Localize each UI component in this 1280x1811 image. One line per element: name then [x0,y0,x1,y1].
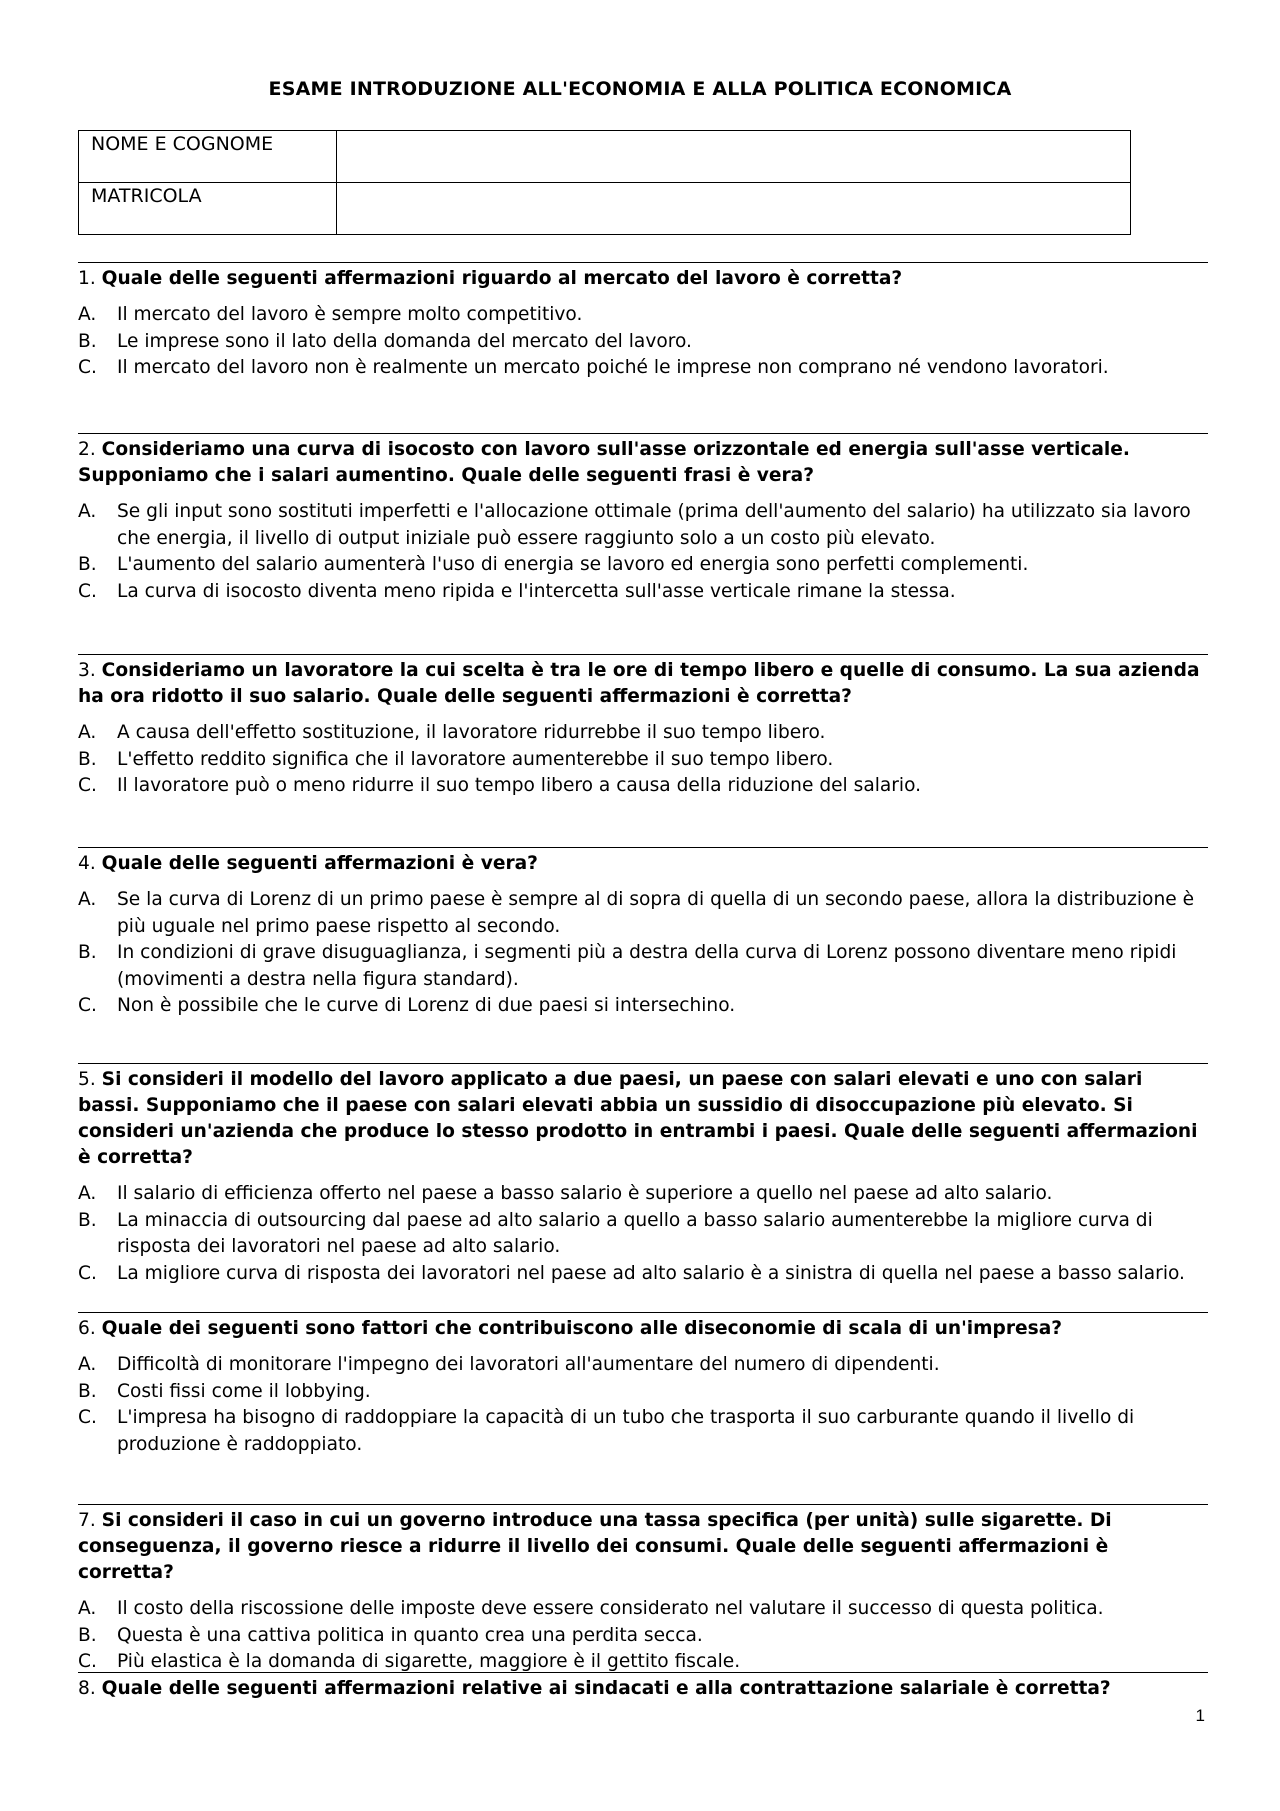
option-b [78,552,1208,579]
question-text [78,1505,1208,1586]
question-1 [78,262,1208,382]
option-letter: B. [78,1624,97,1646]
question-number: 7. [78,1510,96,1531]
question-prompt: Quale delle seguenti affermazioni riguardo al mercato del lavoro è corretta? [101,268,903,289]
question-prompt: Quale dei seguenti sono fattori che contribuiscono alle diseconomie di scala di un'impresa? [101,1318,1063,1339]
option-text: Se gli input sono sostituti imperfetti e l'allocazione ottimale (prima dell'aumento del salario) ha utilizzato sia lavoro che energia, il livello di output iniziale può essere raggiunto solo a un costo più elevato. [117,501,1191,549]
option-letter: A. [78,304,97,325]
question-4 [78,847,1208,1020]
option-b [78,747,1208,774]
option-list [78,302,1208,382]
question-8 [78,1672,1208,1712]
page-number: 1 [1195,1706,1205,1725]
question-prompt: Quale delle seguenti affermazioni relative ai sindacati e alla contrattazione salariale è corretta? [101,1678,1111,1699]
option-letter: C. [78,580,97,602]
question-text [78,655,1208,710]
name-label: NOME E COGNOME [79,131,337,183]
option-text: Il salario di efficienza offerto nel paese a basso salario è superiore a quello nel paese ad alto salario. [117,1183,1053,1204]
name-field[interactable] [337,131,1131,183]
question-6 [78,1312,1208,1458]
id-row [79,183,1131,235]
option-a [78,499,1208,552]
option-letter: A. [78,1354,97,1375]
question-number: 2. [78,439,96,460]
option-b [78,1208,1208,1261]
question-number: 5. [78,1069,96,1090]
option-text: Il costo della riscossione delle imposte deve essere considerato nel valutare il successo di questa politica. [117,1598,1104,1619]
question-text [78,848,1208,877]
option-text: Il mercato del lavoro è sempre molto competitivo. [117,304,583,325]
option-letter: A. [78,501,97,522]
option-text: La curva di isocosto diventa meno ripida e l'intercetta sull'asse verticale rimane la stessa. [117,580,956,602]
option-letter: B. [78,748,97,770]
question-prompt: Consideriamo un lavoratore la cui scelta è tra le ore di tempo libero e quelle di consumo. La sua azienda ha ora ridotto il suo salario. Quale delle seguenti affermazioni è corretta? [78,660,1200,707]
option-letter: A. [78,1183,97,1204]
option-c [78,773,1208,800]
option-c [78,355,1208,382]
question-prompt: Si consideri il modello del lavoro applicato a due paesi, un paese con salari elevati e uno con salari bassi. Supponiamo che il paese con salari elevati abbia un sussidio di disoccupazione più elevato. Si consideri un'azienda che produce lo stesso prodotto in entrambi i paesi. Quale delle seguenti affermazioni è corretta? [78,1069,1198,1168]
option-letter: B. [78,330,97,352]
option-list [78,499,1208,605]
option-letter: B. [78,1380,97,1402]
question-number: 8. [78,1678,96,1699]
option-letter: A. [78,1598,97,1619]
option-a [78,302,1208,329]
option-letter: C. [78,1651,97,1672]
option-text: L'effetto reddito significa che il lavoratore aumenterebbe il suo tempo libero. [117,748,834,770]
question-7 [78,1504,1208,1676]
option-c [78,993,1208,1020]
question-number: 6. [78,1318,96,1339]
option-text: Questa è una cattiva politica in quanto crea una perdita secca. [117,1624,703,1646]
option-text: Le imprese sono il lato della domanda del mercato del lavoro. [117,330,692,352]
question-3 [78,654,1208,800]
option-a [78,1596,1208,1623]
option-list [78,720,1208,800]
option-c [78,1405,1208,1458]
option-text: Difficoltà di monitorare l'impegno dei lavoratori all'aumentare del numero di dipendenti. [117,1354,940,1375]
option-text: Più elastica è la domanda di sigarette, maggiore è il gettito fiscale. [117,1651,741,1672]
question-2 [78,433,1208,605]
option-list [78,887,1208,1020]
option-list [78,1596,1208,1676]
option-text: Se la curva di Lorenz di un primo paese è sempre al di sopra di quella di un secondo paese, allora la distribuzione è più uguale nel primo paese rispetto al secondo. [117,889,1195,937]
option-text: Non è possibile che le curve di Lorenz di due paesi si intersechino. [117,995,736,1016]
option-letter: B. [78,554,97,575]
option-letter: C. [78,1262,97,1284]
option-letter: A. [78,722,97,743]
option-a [78,1181,1208,1208]
question-number: 4. [78,853,96,874]
option-b [78,1379,1208,1406]
option-letter: C. [78,357,97,378]
question-number: 1. [78,268,96,289]
question-prompt: Consideriamo una curva di isocosto con lavoro sull'asse orizzontale ed energia sull'asse verticale. Supponiamo che i salari aumentino. Quale delle seguenti frasi è vera? [78,439,1130,486]
page-title: ESAME INTRODUZIONE ALL'ECONOMIA E ALLA POLITICA ECONOMICA [268,78,1012,100]
option-list [78,1181,1208,1287]
option-list [78,1352,1208,1458]
option-letter: B. [78,942,97,963]
name-row [79,131,1131,183]
question-text [78,1064,1208,1171]
question-prompt: Si consideri il caso in cui un governo introduce una tassa specifica (per unità) sulle sigarette. Di conseguenza, il governo riesce a ridurre il livello dei consumi. Quale delle seguenti affermazioni è corretta? [78,1510,1112,1583]
question-text [78,263,1208,292]
option-a [78,720,1208,747]
option-letter: B. [78,1209,97,1231]
option-letter: C. [78,1407,97,1428]
option-text: L'aumento del salario aumenterà l'uso di energia se lavoro ed energia sono perfetti complementi. [117,554,1029,575]
option-text: L'impresa ha bisogno di raddoppiare la capacità di un tubo che trasporta il suo carburante quando il livello di produzione è raddoppiato. [117,1407,1135,1455]
option-c [78,1261,1208,1288]
option-text: La minaccia di outsourcing dal paese ad alto salario a quello a basso salario aumenterebbe la migliore curva di risposta dei lavoratori nel paese ad alto salario. [117,1209,1153,1257]
option-c [78,579,1208,606]
option-b [78,329,1208,356]
option-text: Costi fissi come il lobbying. [117,1380,371,1402]
id-label: MATRICOLA [79,183,337,235]
option-a [78,1352,1208,1379]
question-text [78,434,1208,489]
option-text: In condizioni di grave disuguaglianza, i segmenti più a destra della curva di Lorenz possono diventare meno ripidi (movimenti a destra nella figura standard). [117,942,1177,990]
option-text: Il lavoratore può o meno ridurre il suo tempo libero a causa della riduzione del salario. [117,775,922,796]
option-b [78,940,1208,993]
question-text [78,1313,1208,1342]
question-5 [78,1063,1208,1287]
id-field[interactable] [337,183,1131,235]
question-text [78,1673,1208,1702]
option-letter: C. [78,995,97,1016]
option-text: A causa dell'effetto sostituzione, il lavoratore ridurrebbe il suo tempo libero. [117,722,826,743]
option-text: La migliore curva di risposta dei lavoratori nel paese ad alto salario è a sinistra di quella nel paese a basso salario. [117,1262,1185,1284]
option-letter: A. [78,889,97,910]
question-number: 3. [78,660,96,681]
student-info-table [78,130,1131,235]
option-text: Il mercato del lavoro non è realmente un mercato poiché le imprese non comprano né vendono lavoratori. [117,357,1109,378]
option-b [78,1623,1208,1650]
option-a [78,887,1208,940]
question-prompt: Quale delle seguenti affermazioni è vera? [101,853,538,874]
option-letter: C. [78,775,97,796]
